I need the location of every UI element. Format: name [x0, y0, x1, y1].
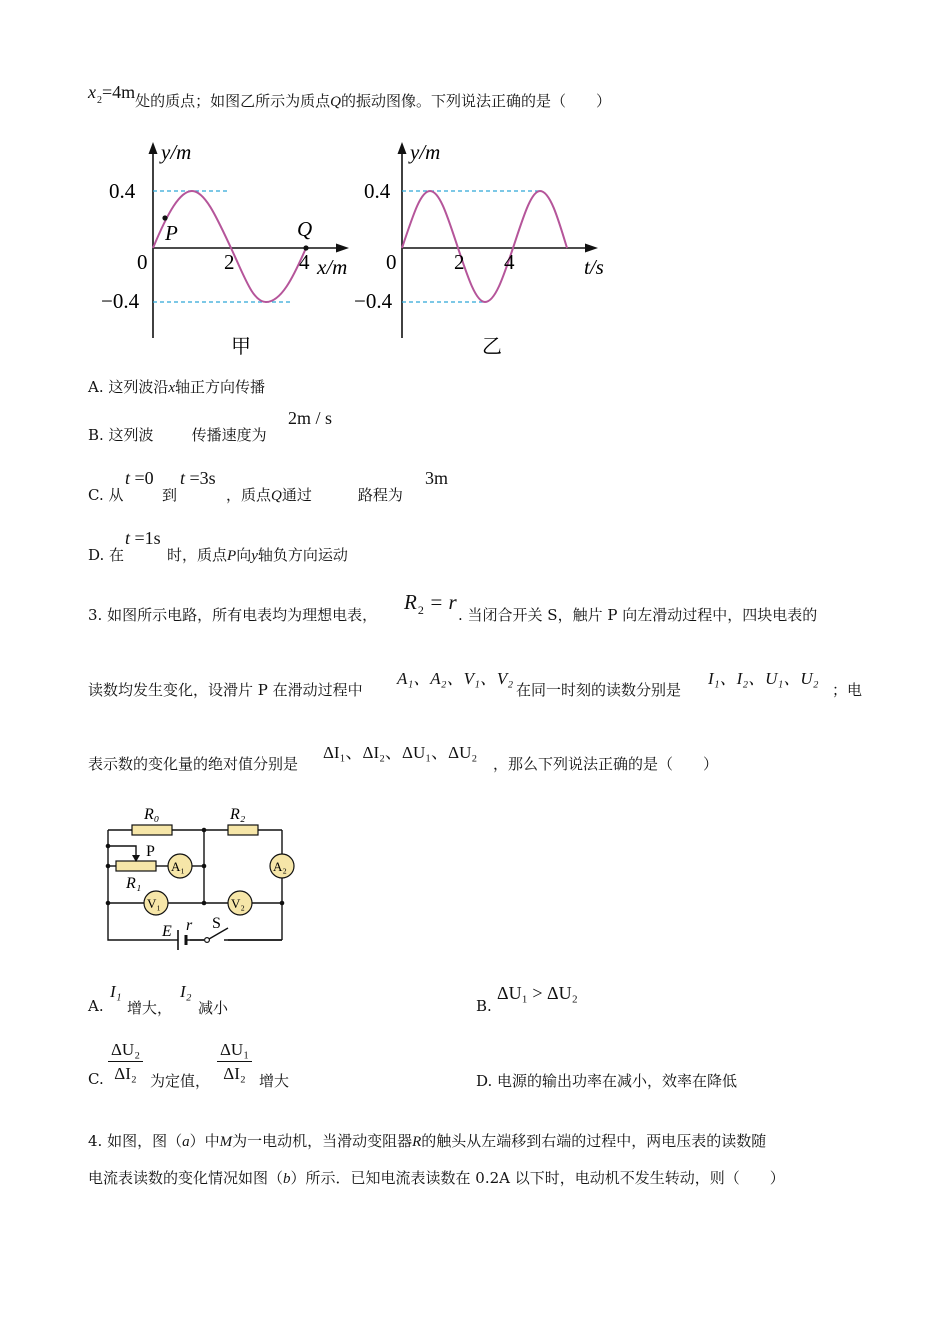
graph-jia-xlabel: x/m — [317, 255, 348, 279]
q4-line-1: 4. 如图，图（a）中M为一电动机，当滑动变阻器R的触头从左端移到右端的过程中，两电压表的读数随 — [88, 1132, 767, 1150]
q3-line-3: 表示数的变化量的绝对值分别是 — [88, 755, 299, 773]
label-v2: V₂ — [231, 896, 245, 911]
graph-jia — [95, 138, 360, 363]
q3-option-a[interactable]: A. — [88, 997, 104, 1015]
q3-option-a-text-1: 增大， — [127, 999, 173, 1017]
graph-jia-wave-curve — [153, 191, 306, 302]
label-r0: R₀ — [144, 806, 160, 823]
graph-yi-origin: 0 — [386, 250, 397, 274]
q3-line-1-cont: . 当闭合开关 S，触片 P 向左滑动过程中，四块电表的 — [458, 606, 818, 624]
q3-option-a-text-2: 减小 — [198, 999, 229, 1017]
q3-option-c-fraction-2: $\frac{\text{ΔU₁}}{\text{ΔI₂}}$ — [217, 1040, 252, 1084]
graph-jia-ytick-bottom: −0.4 — [101, 289, 140, 313]
q3-option-a-math-1: I₁ — [110, 982, 122, 1001]
graph-jia-x-arrow — [336, 244, 349, 253]
q2-option-c-math-3: 3m — [425, 468, 449, 488]
graph-yi-y-arrow — [398, 142, 407, 154]
graph-yi-vibration-curve — [402, 191, 567, 302]
label-s: S — [212, 915, 221, 932]
q3-line-2-end: ；电 — [832, 681, 863, 699]
q2-option-c-math-2: t =3s — [180, 468, 216, 488]
resistor-r0 — [132, 825, 172, 835]
q3-option-d[interactable]: D. 电源的输出功率在减小，效率在降低 — [476, 1072, 738, 1090]
q3-line-2: 读数均发生变化，设滑片 P 在滑动过程中 — [88, 681, 363, 699]
graph-jia-point-p — [162, 215, 167, 220]
q3-option-a-math-2: I₂ — [180, 982, 192, 1001]
label-r1: R₁ — [126, 875, 142, 892]
q2-option-c-text-1: 到 — [162, 486, 178, 504]
q3-line-3-math: ΔI₁、ΔI₂、ΔU₁、ΔU₂ — [323, 743, 478, 762]
label-a1: A₁ — [171, 859, 185, 874]
graph-jia-ytick-top: 0.4 — [109, 179, 136, 203]
q3-option-c[interactable]: C. — [88, 1070, 104, 1088]
q2-option-b-math: 2m / s — [288, 408, 333, 428]
graph-yi-xlabel: t/s — [584, 255, 604, 279]
q3-line-2-math-1: A₁、A₂、V₁、V₂ — [397, 669, 514, 688]
graph-yi — [352, 138, 617, 363]
label-v1: V₁ — [147, 896, 161, 911]
label-p: P — [146, 843, 155, 860]
graph-yi-ylabel: y/m — [410, 140, 441, 164]
label-a2: A₂ — [273, 859, 287, 874]
q3-line-2-math-2: I₁、I₂、U₁、U₂ — [708, 669, 819, 688]
q2-option-a[interactable]: A. 这列波沿x轴正方向传播 — [88, 378, 266, 396]
graph-jia-label-q: Q — [297, 217, 313, 241]
q3-line-1-math: $R_2 = r$ — [404, 590, 457, 617]
q3-option-b[interactable]: B. — [476, 997, 492, 1015]
graph-jia-origin: 0 — [137, 250, 148, 274]
graph-yi-ytick-top: 0.4 — [364, 179, 391, 203]
graph-yi-ytick-bottom: −0.4 — [354, 289, 393, 313]
rheostat-r1 — [116, 861, 156, 871]
graph-jia-ylabel: y/m — [161, 140, 192, 164]
q3-circuit-diagram — [100, 798, 300, 958]
graph-yi-xtick-2: 2 — [454, 250, 465, 274]
graph-yi-xtick-4: 4 — [504, 250, 515, 274]
q2-option-d-text: 时，质点P向y轴负方向运动 — [167, 546, 348, 564]
switch-s — [205, 938, 210, 943]
q3-option-b-math: ΔU₁ > ΔU₂ — [497, 983, 578, 1003]
q3-line-1: 3. 如图所示电路，所有电表均为理想电表， — [88, 606, 378, 624]
graph-jia-xtick-2: 2 — [224, 250, 235, 274]
q2-option-b[interactable]: B. 这列波 传播速度为 — [88, 426, 267, 444]
graph-yi-caption: 乙 — [482, 336, 502, 358]
q3-line-3-cont: ，那么下列说法正确的是（ ） — [493, 755, 719, 773]
q2-intro-text: 处的质点；如图乙所示为质点 — [135, 92, 331, 110]
q2-intro-line: $x_2=4m$处的质点；如图乙所示为质点Q的振动图像。下列说法正确的是（ ） — [88, 82, 612, 110]
q3-option-c-text-1: 为定值， — [150, 1072, 211, 1090]
q2-option-c-text-2: ，质点Q通过 路程为 — [226, 486, 403, 504]
q2-option-c-math-1: t =0 — [125, 468, 154, 488]
q4-line-2: 电流表读数的变化情况如图（b）所示．已知电流表读数在 0.2A 以下时，电动机不发生转动，则（ ） — [88, 1169, 785, 1187]
q2-option-c[interactable]: C. 从 — [88, 486, 124, 504]
q3-option-c-fraction-1: $\frac{\text{ΔU₂}}{\text{ΔI₂}}$ — [108, 1040, 143, 1084]
label-e: E — [162, 923, 172, 940]
label-r: r — [186, 917, 193, 934]
graph-jia-caption: 甲 — [231, 336, 251, 358]
graph-yi-x-arrow — [585, 244, 598, 253]
label-r2: R₂ — [230, 806, 246, 823]
q3-line-2-cont: 在同一时刻的读数分别是 — [516, 681, 682, 699]
q2-option-d-math: t =1s — [125, 528, 161, 548]
q2-intro-math: $x_2=4m$ — [88, 82, 136, 106]
graph-jia-y-arrow — [149, 142, 158, 154]
q2-option-d[interactable]: D. 在 — [88, 546, 125, 564]
graph-jia-label-p: P — [165, 221, 178, 245]
graph-jia-xtick-4: 4 — [299, 250, 310, 274]
resistor-r2 — [228, 825, 258, 835]
q3-option-c-text-2: 增大 — [259, 1072, 290, 1090]
